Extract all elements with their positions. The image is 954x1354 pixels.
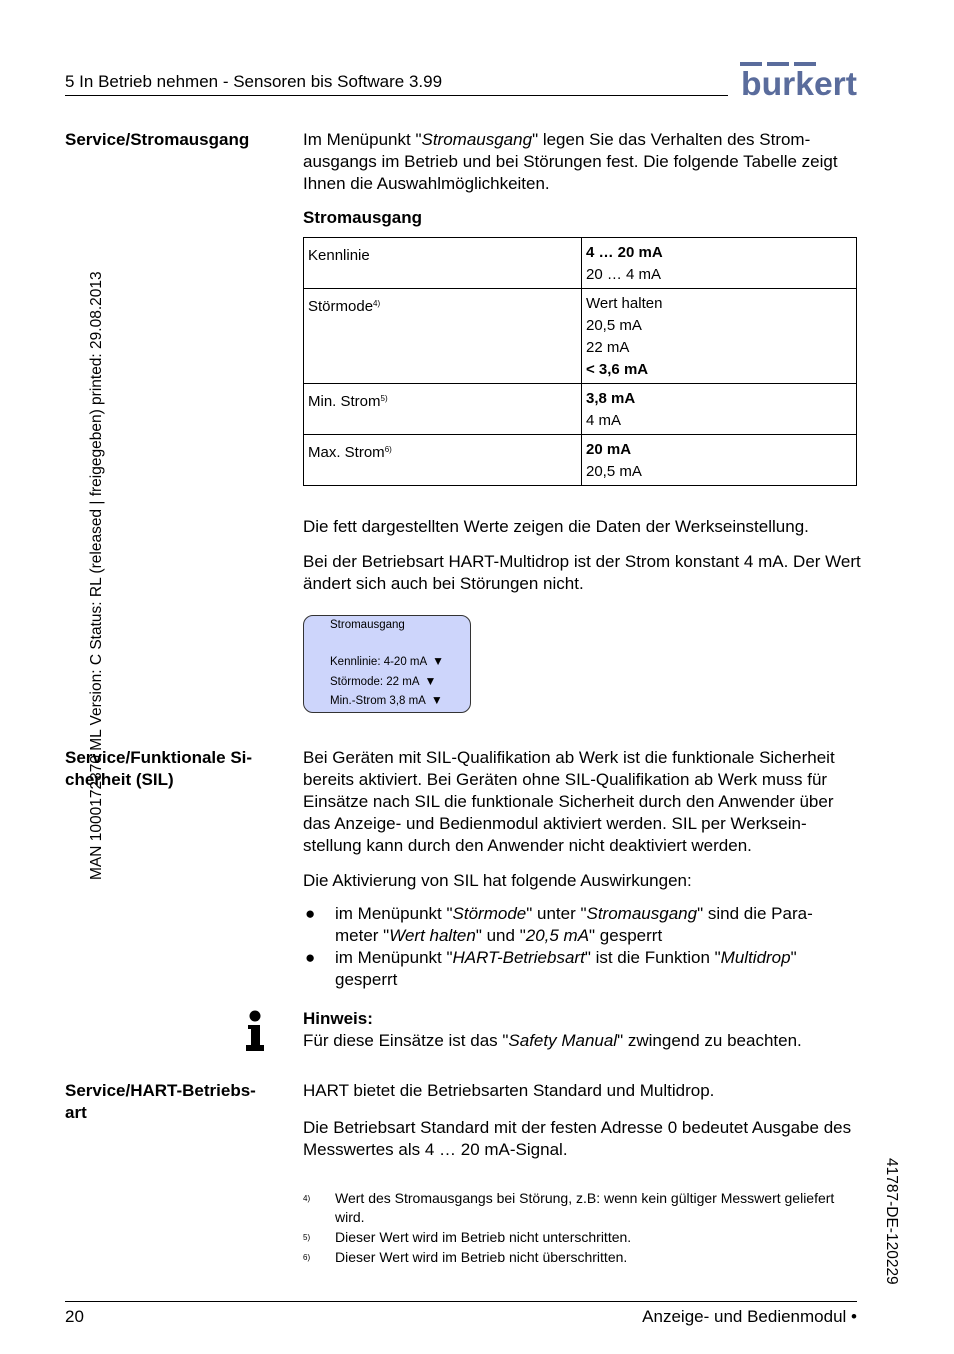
values-cell: 3,8 mA 4 mA	[582, 384, 857, 435]
param-cell: Min. Strom$^{5)}$	[304, 384, 582, 435]
print-status-text: MAN 1000172370 ML Version: C Status: RL (released | freigegeben) printed: 29.08.2013	[88, 271, 105, 880]
sil-paragraph: Bei Geräten mit SIL-Qualifikation ab Werk ist die funktionale Sicherheit bereits aktiviert. Bei Geräten ohne SIL-Qualifikation ab Werk muss für Einsätze nach SIL die funktionale Sicherheit durch den Anwender über das Anzeige- und Bedienmodul aktiviert werden. SIL per Werksein-stellung kann durch den Anwender nicht deaktiviert werden.	[303, 748, 835, 855]
hart-paragraph-2: Die Betriebsart Standard mit der festen Adresse 0 bedeutet Ausgabe des Messwertes als 4 … 20 mA-Signal.	[303, 1118, 852, 1159]
lcd-line-stoermode: Störmode: 22 mA ▼	[330, 674, 437, 688]
stromausgang-intro: Im Menüpunkt "Stromausgang" legen Sie das Verhalten des Strom-ausgangs im Betrieb und bei Störungen fest. Die folgende Tabelle zeigt Ihnen die Auswahlmöglichkeiten.	[303, 130, 838, 193]
table-row	[304, 384, 857, 435]
bullet-icon: ●	[305, 904, 316, 923]
document-number: 41787-DE-120229	[883, 1158, 900, 1285]
down-arrow-icon: ▼	[424, 674, 437, 688]
table-row	[304, 435, 857, 486]
section-heading-stromausgang: Service/Stromausgang	[65, 130, 250, 149]
values-cell: 4 … 20 mA 20 … 4 mA	[582, 238, 857, 289]
table-title: Stromausgang	[303, 208, 423, 227]
sil-effects-intro: Die Aktivierung von SIL hat folgende Auswirkungen:	[303, 871, 692, 890]
footer-rule	[65, 1301, 857, 1302]
lcd-display	[303, 615, 471, 713]
param-cell: Störmode$^{4)}$	[304, 289, 582, 384]
down-arrow-icon: ▼	[430, 693, 443, 707]
param-cell: Max. Strom$^{6)}$	[304, 435, 582, 486]
chapter-header: 5 In Betrieb nehmen - Sensoren bis Software 3.99	[65, 72, 443, 91]
lcd-line-min-strom: Min.-Strom 3,8 mA ▼	[330, 693, 443, 707]
hint-text: Für diese Einsätze ist das "Safety Manual" zwingend zu beachten.	[303, 1031, 802, 1050]
section-heading-hart: Service/HART-Betriebs-art	[65, 1081, 256, 1122]
buerkert-logo	[740, 62, 858, 102]
lcd-title: Stromausgang	[330, 619, 405, 631]
svg-text:burkert: burkert	[741, 65, 858, 102]
page-number: 20	[65, 1307, 84, 1326]
values-cell: Wert halten 20,5 mA 22 mA < 3,6 mA	[582, 289, 857, 384]
factory-default-note: Die fett dargestellten Werte zeigen die Daten der Werkseinstellung.	[303, 517, 809, 536]
section-heading-sil: Service/Funktionale Si-cherheit (SIL)	[65, 748, 253, 789]
footer-title: Anzeige- und Bedienmodul •	[642, 1307, 857, 1326]
header-rule	[65, 95, 728, 96]
hart-paragraph-1: HART bietet die Betriebsarten Standard und Multidrop.	[303, 1081, 715, 1100]
table-row	[304, 238, 857, 289]
down-arrow-icon: ▼	[432, 654, 445, 668]
table-row	[304, 289, 857, 384]
values-cell: 20 mA 20,5 mA	[582, 435, 857, 486]
info-icon	[244, 1010, 266, 1052]
stromausgang-table	[303, 237, 857, 486]
multidrop-note: Bei der Betriebsart HART-Multidrop ist der Strom konstant 4 mA. Der Wert ändert sich auch bei Störungen nicht.	[303, 552, 861, 593]
param-cell: Kennlinie	[304, 238, 582, 289]
hint-title: Hinweis:	[303, 1009, 373, 1028]
bullet-icon: ●	[305, 948, 316, 967]
lcd-line-kennlinie: Kennlinie: 4-20 mA ▼	[330, 654, 445, 668]
